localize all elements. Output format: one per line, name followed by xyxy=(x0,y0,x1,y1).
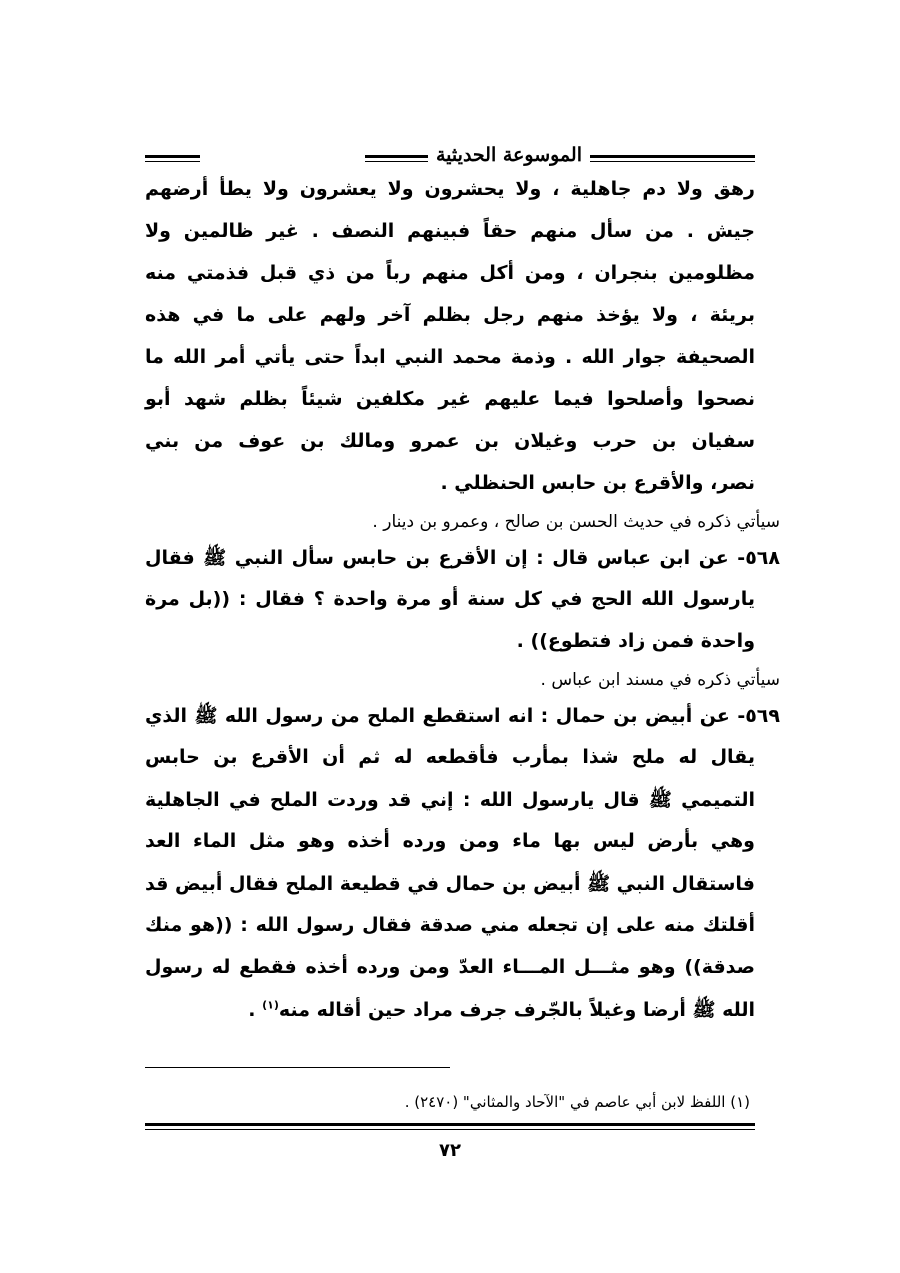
hadith-569-line: التميمي ﷺ قال يارسول الله : إني قد وردت الملح في الجاهلية xyxy=(145,789,755,811)
text-line: جيش . من سأل منهم حقاً فبينهم النصف . غير ظالمين ولا xyxy=(145,220,755,242)
hadith-568-line: يارسول الله الحج في كل سنة أو مرة واحدة ؟ فقال : ((بل مرة xyxy=(145,588,755,610)
hadith-569-line: صدقة)) وهو مثـــل المـــاء العدّ ومن ورده أخذه فقطع له رسول xyxy=(145,956,755,978)
header-title: الموسوعة الحديثية xyxy=(428,144,590,166)
footer-rule xyxy=(145,1123,755,1130)
hadith-568-line: ٥٦٨- عن ابن عباس قال : إن الأقرع بن حابس سأل النبي ﷺ فقال xyxy=(145,547,780,569)
page-content xyxy=(145,140,755,180)
footnote-marker[interactable]: (١) xyxy=(262,998,279,1012)
text-line: مظلومين بنجران ، ومن أكل منهم رباً من ذي قبل فذمتي منه xyxy=(145,262,755,284)
footnote-rule xyxy=(145,1067,450,1068)
running-header xyxy=(145,140,755,180)
hadith-569-line: يقال له ملح شذا بمأرب فأقطعه له ثم أن الأقرع بن حابس xyxy=(145,746,755,768)
cross-reference-note: سيأتي ذكره في مسند ابن عباس . xyxy=(540,670,780,690)
hadith-569-last-line xyxy=(248,998,755,1026)
page-number: ٧٢ xyxy=(439,1140,461,1161)
hadith-569-line: وهي بأرض ليس بها ماء ومن ورده أخذه وهو مثل الماء العد xyxy=(145,830,755,852)
line-end: . xyxy=(248,999,263,1021)
text-line: بريئة ، ولا يؤخذ منهم رجل بظلم آخر ولهم على ما في هذه xyxy=(145,304,755,326)
cross-reference-note: سيأتي ذكره في حديث الحسن بن صالح ، وعمرو بن دينار . xyxy=(372,512,780,532)
text-line: رهق ولا دم جاهلية ، ولا يحشرون ولا يعشرون ولا يطأ أرضهم xyxy=(145,178,755,200)
footnote: (١) اللفظ لابن أبي عاصم في "الآحاد والمثاني" (٢٤٧٠) . xyxy=(404,1093,750,1111)
text-line: نصر، والأقرع بن حابس الحنظلي . xyxy=(440,472,755,494)
hadith-569-line: أقلتك منه على إن تجعله مني صدقة فقال رسول الله : ((هو منك xyxy=(145,914,755,936)
hadith-569-line: ٥٦٩- عن أبيض بن حمال : انه استقطع الملح من رسول الله ﷺ الذي xyxy=(145,705,780,727)
text-line: الصحيفة جوار الله . وذمة محمد النبي ابداً حتى يأتي أمر الله ما xyxy=(145,346,755,368)
text-line: سفيان بن حرب وغيلان بن عمرو ومالك بن عوف من بني xyxy=(145,430,755,452)
hadith-569-line: الله ﷺ أرضا وغيلاً بالجّرف جرف مراد حين أقاله منه xyxy=(278,999,755,1021)
text-line: نصحوا وأصلحوا فيما عليهم غير مكلفين شيئاً بظلم شهد أبو xyxy=(145,388,755,410)
header-rule-left xyxy=(145,155,200,162)
hadith-569-line: فاستقال النبي ﷺ أبيض بن حمال في قطيعة الملح فقال أبيض قد xyxy=(145,873,755,895)
hadith-568-line: واحدة فمن زاد فتطوع)) . xyxy=(516,630,755,652)
